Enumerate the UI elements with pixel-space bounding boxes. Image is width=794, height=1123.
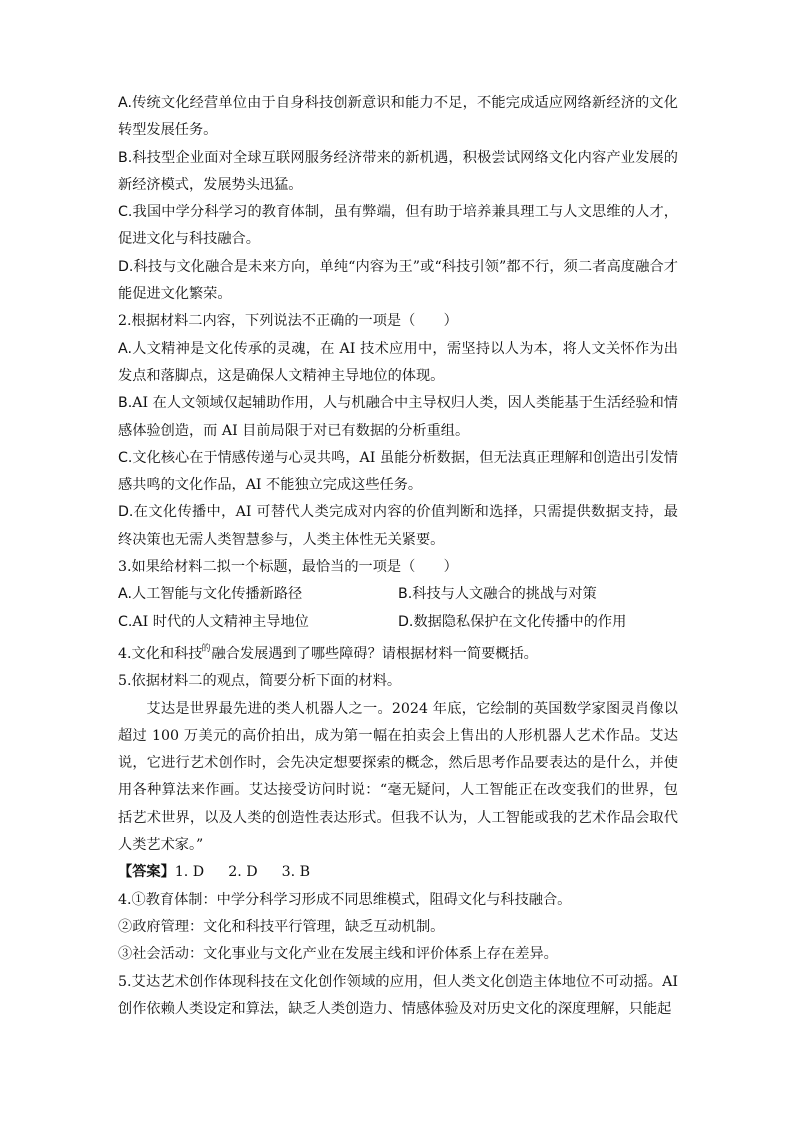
answer-4-point-3: ③社会活动：文化事业与文化产业在发展主线和评价体系上存在差异。 <box>118 946 558 963</box>
q3-option-d: D.数据隐私保护在文化传播中的作用 <box>398 613 627 630</box>
document-page <box>118 90 678 1023</box>
q3-options-row-2 <box>118 609 678 636</box>
q2-option-d: D.在文化传播中，AI 可替代人类完成对内容的价值判断和选择，只需提供数据支持，最终决策也无需人类智慧参与，人类主体性无关紧要。 <box>118 504 678 548</box>
q2-option-b: B.AI 在人文领域仅起辅助作用，人与机融合中主导权归人类，因人类能基于生活经验和情感体验创造，而 AI 目前局限于对已有数据的分析重组。 <box>118 395 678 439</box>
q3-option-a: A.人工智能与文化传播新路径 <box>118 586 303 603</box>
q5-passage: 艾达是世界最先进的类人机器人之一。2024 年底，它绘制的英国数学家图灵肖像以超过 100 万美元的高价拍出，成为第一幅在拍卖会上售出的人形机器人艺术作品。艾达说，它进行艺术创作时，会先决定想要探索的概念，然后思考作品要表达的是什么，并使用各种算法来作画。艾达接受访问时说：“毫无疑问，人工智能正在改变我们的世界，包括艺术世界，以及人类的创造性表达形式。但我不认为，人工智能或我的艺术作品会取代人类艺术家。” <box>118 700 678 854</box>
q3-options-row-1 <box>118 581 678 608</box>
q2-option-c: C.文化核心在于情感传递与心灵共鸣，AI 虽能分析数据，但无法真正理解和创造出引发情感共鸣的文化作品，AI 不能独立完成这些任务。 <box>118 449 678 494</box>
q1-option-c: C.我国中学分科学习的教育体制，虽有弊端，但有助于培养兼具理工与人文思维的人才，促进文化与科技融合。 <box>118 204 678 248</box>
q5-stem: 5.依据材料二的观点，简要分析下面的材料。 <box>118 673 402 690</box>
answer-3: 3. B <box>281 864 311 881</box>
q2-stem: 2.根据材料二内容，下列说法不正确的一项是（ ） <box>118 313 458 330</box>
answer-1: 1. D <box>174 864 205 881</box>
answer-5-text: 5.艾达艺术创作体现科技在文化创作领域的应用，但人类文化创造主体地位不可动摇。AI 创作依赖人类设定和算法，缺乏人类创造力、情感体验及对历史文化的深度理解，只能起 <box>118 973 678 1017</box>
q3-option-b: B.科技与人文融合的挑战与对策 <box>398 586 597 603</box>
answer-2: 2. D <box>228 864 258 881</box>
answer-4-point-1: 4.①教育体制：中学分科学习形成不同思维模式，阻碍文化与科技融合。 <box>118 891 572 908</box>
answer-label: 【答案】 <box>118 864 175 881</box>
q2-option-a: A.人文精神是文化传承的灵魂，在 AI 技术应用中，需坚持以人为本，将人文关怀作为出发点和落脚点，这是确保人文精神主导地位的体现。 <box>118 340 678 384</box>
q1-option-b: B.科技型企业面对全球互联网服务经济带来的新机遇，积极尝试网络文化内容产业发展的新经济模式，发展势头迅猛。 <box>118 149 678 193</box>
q3-stem: 3.如果给材料二拟一个标题，最恰当的一项是（ ） <box>118 559 458 576</box>
q1-option-d: D.科技与文化融合是未来方向，单纯“内容为王”或“科技引领”都不行，须二者高度融合才能促进文化繁荣。 <box>118 258 678 303</box>
answer-line <box>118 859 678 886</box>
q4-stem: 4.文化和科技$^的$融合发展遇到了哪些障碍？请根据材料一简要概括。 <box>118 643 538 662</box>
superscript-mark: 的 <box>201 643 211 654</box>
answer-4-point-2: ②政府管理：文化和科技平行管理，缺乏互动机制。 <box>118 918 445 935</box>
q1-option-a: A.传统文化经营单位由于自身科技创新意识和能力不足，不能完成适应网络新经济的文化转型发展任务。 <box>118 95 678 139</box>
q3-option-c: C.AI 时代的人文精神主导地位 <box>118 613 309 630</box>
